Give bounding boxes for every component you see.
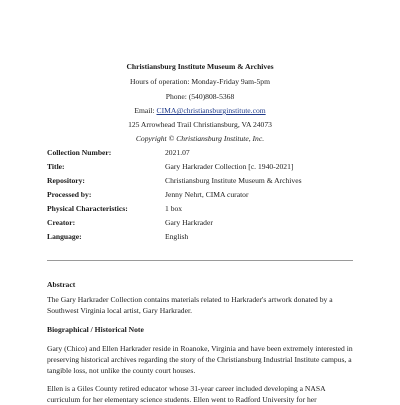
phone-line: Phone: (540)808-5368 [165,92,235,101]
meta-label-language: Language: [47,232,82,241]
meta-value-collection-number: 2021.07 [165,148,190,157]
copyright-line: Copyright © Christiansburg Institute, Inc. [135,134,265,143]
bio-paragraph-2: Ellen is a Giles County retired educator whose 31-year career included developing a NASA curriculum for her elementary science students. Ellen went to Radford University for her [47,384,326,404]
email-line [0,106,400,116]
abstract-text: The Gary Harkrader Collection contains materials related to Harkrader's artwork donated by a Southwest Virginia local artist, Gary Harkrader. [47,295,333,315]
section-divider [47,260,353,261]
meta-value-physical-characteristics: 1 box [165,204,183,213]
abstract-heading: Abstract [47,280,76,289]
meta-value-repository: Christiansburg Institute Museum & Archives [165,176,302,185]
bio-paragraph-1: Gary (Chico) and Ellen Harkrader reside in Roanoke, Virginia and have been extremely interested in preserving historical archives regarding the story of the Christiansburg Industrial Institute campus, a tangible loss, not unlike the county court houses. [47,344,353,375]
meta-label-physical-characteristics: Physical Characteristics: [47,204,128,213]
hours-line: Hours of operation: Monday-Friday 9am-5pm [129,77,271,86]
meta-label-title: Title: [47,162,65,171]
meta-value-processed-by: Jenny Nehrt, CIMA curator [165,190,249,199]
institution-title: Christiansburg Institute Museum & Archives [126,62,274,71]
address-line: 125 Arrowhead Trail Christiansburg, VA 24073 [128,120,272,129]
email-link[interactable]: CIMA@christiansburginstitute.com [156,106,266,115]
meta-label-creator: Creator: [47,218,76,227]
bio-heading: Biographical / Historical Note [47,325,144,334]
meta-label-processed-by: Processed by: [47,190,92,199]
meta-label-collection-number: Collection Number: [47,148,112,157]
meta-value-title: Gary Harkrader Collection [c. 1940-2021] [165,162,294,171]
email-label: Email: [134,106,157,115]
meta-value-creator: Gary Harkrader [165,218,213,227]
meta-value-language: English [165,232,189,241]
meta-label-repository: Repository: [47,176,85,185]
